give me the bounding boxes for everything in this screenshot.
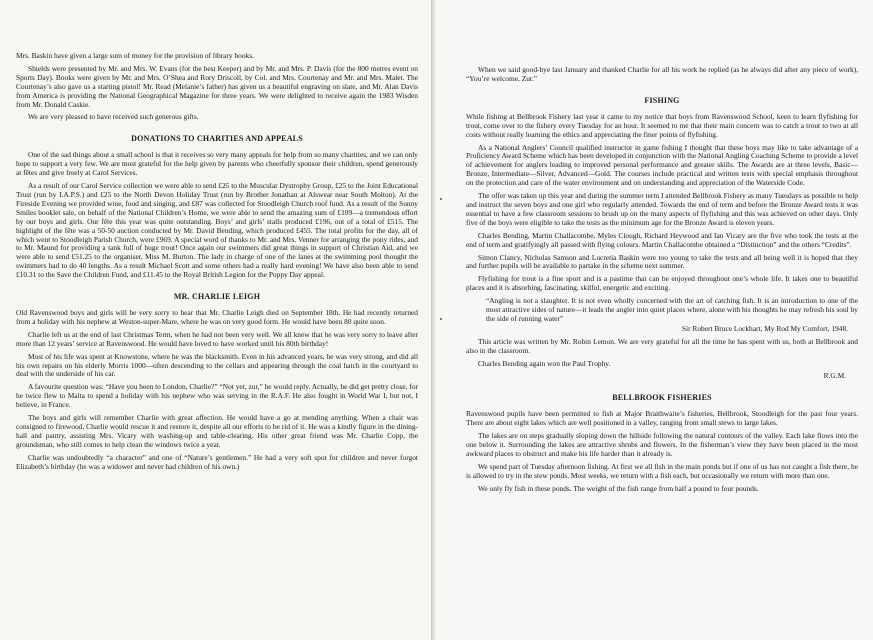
paragraph: The offer was taken up this year and during the summer term I attended Bellbrook Fishery as many Tuesdays as possible to help and instruct the seven boys and one girl who regularly attended. Towards the end of term and before the Bronze Award tests it was essential to have a few classroom sessions to brush up on the many aspects of flyfishing and this was achieved on other days. Only five of the boys were eligible to take the tests as the minimum age for the Bronze Award is eleven years.	[466, 191, 858, 227]
paragraph: As a result of our Carol Service collection we were able to send £25 to the Muscular Dystrophy Group, £25 to the Joint Educational Trust (run by I.A.P.S.) and £25 to the North Devon Holiday Trust (run by Brother Jonathan at Alswear near South Molton). At the Fireside Evening we provided wine, food and singing, and £87 was collected for Stoodleigh Church roof fund. As a result of the Sunny Smiles booklet sale, on behalf of the National Children’s Home, we were able to send the amazing sum of £109—a tremendous effort by our boys and girls. Our fête this year was quite outstanding. Boys’ and girls’ stalls produced £196, out of a total of £515. The highlight of the fête was a 50-50 auction conducted by Mr. David Bending, which produced £455. The total profits for the day, all of which went to Stoodleigh Parish Church, were £969. A special word of thanks to Mr. and Mrs. Venner for arranging the pony rides, and to Mr. Maund for providing a tank full of huge trout! Once again our swimmers did great things in support of Christian Aid, and we were able to send £51.25 to the organiser, Miss M. Burton. The lady in charge of one of the lanes at the swimming pool thought the swimmers had to do 40 lengths. As a result Michael Scott and some others had a really hard evening! We have also been able to send £10.31 to the Save the Children Fund, and £11.45 to the Royal British Legion for the Poppy Day appeal.	[16, 181, 418, 280]
paragraph: When we said good-bye last January and thanked Charlie for all his work he replied (as he always did after any piece of work), “You’re welcome, Zur.”	[466, 65, 858, 83]
left-page	[0, 0, 432, 640]
right-column	[466, 66, 858, 498]
section-heading-donations: DONATIONS TO CHARITIES AND APPEALS	[131, 134, 303, 144]
paragraph: We spend part of Tuesday afternoon fishing. At first we all fish in the main ponds but if one of us has not caught a fish there, he is allowed to try in the stew ponds. Most weeks, we return with a fish each, but occasionally we return with more than one.	[466, 461, 858, 480]
paragraph: Charles Bending again won the Paul Trophy.	[478, 358, 611, 368]
section-heading-charlie-leigh: MR. CHARLIE LEIGH	[173, 292, 261, 302]
paragraph: Charlie was undoubtedly “a character” and one of “Nature’s gentlemen.” He had a very soft spot for children and never forgot Elizabeth’s birthday (he was a widower and never had children of his own.)	[16, 452, 418, 471]
paragraph: Ravenswood pupils have been permitted to fish at Major Braithwaite’s fisheries, Bellbrook, Stoodleigh for the past four years. There are about eight lakes which are well positioned in a valley, ranging from small stews to large lakes.	[466, 409, 858, 428]
paragraph: A favourite question was: “Have you been to London, Charlie?” “Not yet, zur,” he would reply. Actually, he did get pretty close, for he twice flew to Malta to spend a holiday with his nephew who was serving in the R.A.F. He also fought in World War I, but not, I believe, in France.	[16, 382, 418, 410]
paragraph: This article was written by Mr. Robin Lemon. We are very grateful for all the time he has spent with us, both at Bellbrook and also in the classroom.	[466, 336, 858, 355]
quotation-attribution: Sir Robert Bruce Lockhart, My Rod My Comfort, 1948.	[681, 323, 848, 333]
paragraph: We only fly fish in these ponds. The weight of the fish range from half a pound to four pounds.	[478, 483, 759, 493]
section-heading-fishing: FISHING	[644, 95, 680, 105]
scan-mark	[440, 198, 442, 200]
paragraph: Charles Bending, Martin Challacombe, Myles Clough, Richard Heywood and Ian Vicary are the five who took the tests at the end of term and gratifyingly all passed with flying colours. Martin Challacombe obtained a “Distinction” and the others “Credits”.	[466, 230, 858, 249]
section-heading-bellbrook: BELLBROOK FISHERIES	[612, 393, 712, 403]
right-page	[438, 0, 873, 640]
paragraph: Mrs. Baskin have given a large sum of money for the provision of library books.	[16, 51, 254, 60]
paragraph: Shields were presented by Mr. and Mrs. W. Evans (for the best Keeper) and by Mr. and Mrs. P. Davis (for the 800 metres event on Sports Day). Books were given by Mr. and Mrs. O’Shea and Rory Driscoll, by Col. and Mrs. Courtenay and Mr. and Mrs. Malet. The Courtenay’s also gave us a starting pistol! Mr. Read (Melanie’s father) has given us a beautiful engraving on slate, and Mr. Alan Davis from America is providing the National Geographical Magazine for three years. We were delighted to receive again the 1983 Wisden from Mr. Donald Caskie.	[16, 63, 418, 109]
paragraph: Flyfishing for trout is a fine sport and is a pastime that can be enjoyed throughout one’s whole life. It takes one to beautiful places and it is absorbing, fascinating, skilful, energetic and exciting.	[466, 274, 858, 293]
paragraph: While fishing at Bellbrook Fishery last year it came to my notice that boys from Ravenswood School, keen to learn flyfishing for trout, come over to the fishery every Tuesday for an hour. It seemed to me that their main concern was to catch a trout to two at all costs without really learning the ethics and appreciating the finer points of flyfishing.	[466, 111, 858, 139]
paragraph: The lakes are on steps gradually sloping down the hillside following the natural contours of the valley. Each lake flows into the one below it. Surrounding the lakes are attractive shrubs and flowers. In the fisherman’s view they have been placed in the most awkward places to obstruct and make his life harder than it already is.	[466, 431, 858, 458]
paragraph: Old Ravenswood boys and girls will be very sorry to hear that Mr. Charlie Leigh died on September 18th. He had recently returned from a holiday with his nephew at Weston-super-Mare, where he was on very good form. He would have been 80 quite soon.	[16, 308, 418, 326]
paragraph: Most of his life was spent at Knowstone, where he was the blacksmith. Even in his advanced years, he was very strong, and did all his own repairs on his elderly Morris 1000—often descending to the cellars and appearing through the coal hatch in the courtyard to deal with the underside of his car.	[16, 351, 418, 379]
paragraph: We are very pleased to have received such generous gifts.	[28, 112, 199, 122]
paragraph: As a National Anglers’ Council qualified instructor in game fishing I thought that these boys may like to take advantage of a Proficiency Award Scheme which has been developed in conjunction with the National Angling Coaching Scheme to provide a level of achievement for anglers leading to improved personal performance and greater skills. The Awards are at three levels, Basic—Bronze, Intermediate—Silver, Advanced—Gold. The courses include practical and written tests with special emphasis throughout on the protection and care of the water environment and on understanding and appreciation of the Waterside Code.	[466, 142, 858, 188]
left-column	[16, 52, 418, 476]
paragraph: One of the sad things about a small school is that it receives so very many appeals for help from so many charities, and we can only hope to support a very few. We are most grateful for the help given by parents who cheerfully sponsor their children, spend generously at fêtes and give freely at Carol Services.	[16, 150, 418, 178]
paragraph: Charlie left us at the end of last Christmas Term, when he had not been very well. We all knew that he was very sorry to leave after more than 12 years’ service at Ravenswood. He would have loved to have worked until his 80th birthday!	[16, 329, 418, 348]
paragraph: Simon Clancy, Nicholas Samson and Lucretia Baskin were too young to take the tests and all being well it is hoped that they and further pupils will be available to partake in the scheme next summer.	[466, 252, 858, 271]
author-initials: R.G.M.	[823, 371, 846, 381]
scan-mark	[440, 318, 442, 320]
paragraph: The boys and girls will remember Charlie with great affection. He would have a go at mending anything. When a chair was consigned to firewood, Charlie would rescue it and restore it, despite all our efforts to be rid of it. He was a kindly figure in the dining-hall and pantry, assisting Mrs. Vicary with washing-up and table-clearing. His other great friend was Mr. Charlie Copp, the groundsman, who still comes to help clean the windows twice a year.	[16, 413, 418, 449]
quotation: “Angling is not a slaughter. It is not even wholly concerned with the art of catching fish. It is an introduction to one of the most attractive sides of nature—it leads the angler into quiet places where, alone with his thoughts he may refresh his soul by the side of running water”	[486, 296, 858, 323]
